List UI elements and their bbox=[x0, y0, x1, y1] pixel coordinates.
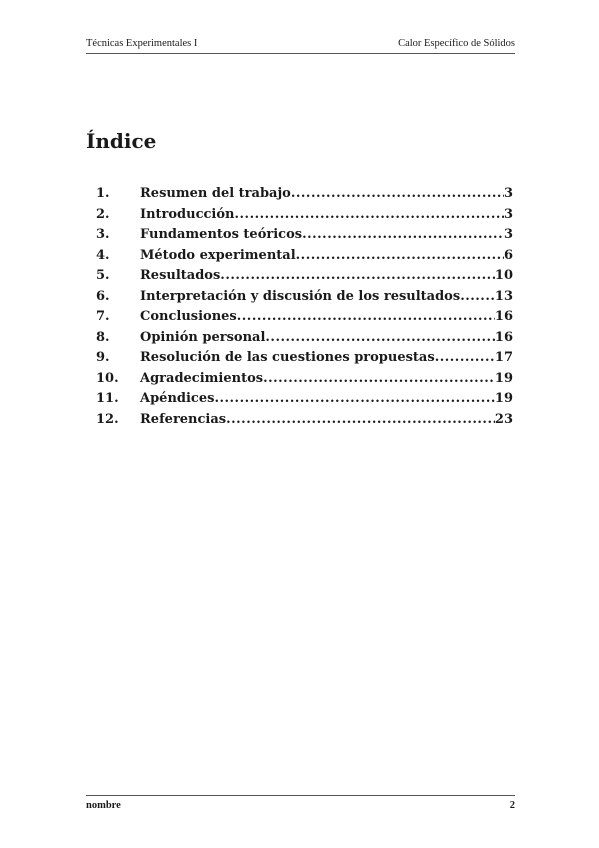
page-header bbox=[86, 37, 515, 54]
toc-entry[interactable] bbox=[96, 248, 513, 269]
toc-entry[interactable] bbox=[96, 371, 513, 392]
toc-entry-number: 7. bbox=[96, 309, 110, 324]
toc-entry[interactable] bbox=[96, 207, 513, 228]
toc-entry[interactable] bbox=[96, 186, 513, 207]
footer-author: nombre bbox=[86, 800, 121, 811]
toc-leader-dots bbox=[291, 186, 504, 201]
toc-entry[interactable] bbox=[96, 412, 513, 433]
toc-entry-label: Opinión personal bbox=[140, 329, 266, 345]
toc-entry-page: 19 bbox=[494, 391, 513, 406]
toc-leader-dots bbox=[226, 412, 495, 427]
toc-leader-dots bbox=[435, 350, 495, 365]
toc-entry[interactable] bbox=[96, 391, 513, 412]
toc-entry-page: 17 bbox=[494, 350, 513, 365]
toc-entry-label: Fundamentos teóricos bbox=[140, 227, 303, 242]
toc-entry-number: 11. bbox=[96, 391, 119, 406]
toc-entry-label: Apéndices bbox=[140, 391, 215, 406]
toc-entry-page: 10 bbox=[494, 268, 513, 283]
table-of-contents bbox=[96, 186, 513, 432]
toc-entry-page: 16 bbox=[494, 309, 513, 324]
toc-entry[interactable] bbox=[96, 289, 513, 310]
toc-entry-page: 6 bbox=[503, 247, 513, 263]
page-footer bbox=[86, 795, 515, 811]
toc-entry[interactable] bbox=[96, 330, 513, 351]
toc-entry-label: Introducción bbox=[140, 206, 235, 222]
toc-entry-number: 2. bbox=[96, 206, 110, 222]
toc-entry-number: 5. bbox=[96, 268, 110, 283]
toc-entry-number: 3. bbox=[96, 227, 110, 242]
toc-entry-label: Interpretación y discusión de los resultados bbox=[140, 288, 461, 304]
toc-entry-label: Resumen del trabajo bbox=[140, 186, 291, 201]
toc-entry-page: 13 bbox=[494, 288, 513, 304]
toc-entry-label: Conclusiones bbox=[140, 309, 237, 324]
toc-entry-page: 3 bbox=[503, 227, 513, 242]
toc-entry[interactable] bbox=[96, 350, 513, 371]
toc-entry[interactable] bbox=[96, 268, 513, 289]
toc-leader-dots bbox=[235, 207, 504, 222]
header-course-title: Técnicas Experimentales I bbox=[86, 38, 198, 49]
footer-page-number: 2 bbox=[509, 800, 515, 811]
toc-entry-page: 3 bbox=[503, 186, 513, 201]
toc-entry[interactable] bbox=[96, 227, 513, 248]
page-title: Índice bbox=[86, 129, 157, 153]
toc-leader-dots bbox=[237, 309, 495, 324]
toc-entry-label: Agradecimientos bbox=[140, 370, 264, 386]
toc-entry-label: Resolución de las cuestiones propuestas bbox=[140, 350, 435, 365]
toc-entry-number: 6. bbox=[96, 288, 110, 304]
toc-leader-dots bbox=[460, 289, 495, 304]
toc-entry-page: 16 bbox=[494, 329, 513, 345]
toc-leader-dots bbox=[265, 330, 495, 345]
toc-entry-page: 3 bbox=[503, 206, 513, 222]
toc-entry-label: Método experimental bbox=[140, 247, 296, 263]
toc-leader-dots bbox=[263, 371, 495, 386]
toc-entry-page: 19 bbox=[494, 370, 513, 386]
toc-entry-page: 23 bbox=[494, 411, 513, 427]
toc-entry-label: Referencias bbox=[140, 411, 227, 427]
toc-leader-dots bbox=[214, 391, 494, 406]
toc-leader-dots bbox=[220, 268, 495, 283]
toc-entry-number: 9. bbox=[96, 350, 110, 365]
toc-entry-number: 8. bbox=[96, 329, 110, 345]
toc-entry-number: 12. bbox=[96, 411, 119, 427]
header-document-title: Calor Específico de Sólidos bbox=[398, 38, 515, 49]
toc-entry-label: Resultados bbox=[140, 268, 221, 283]
toc-entry-number: 4. bbox=[96, 247, 110, 263]
toc-entry-number: 10. bbox=[96, 370, 119, 386]
toc-entry-number: 1. bbox=[96, 186, 110, 201]
toc-leader-dots bbox=[296, 248, 504, 263]
toc-leader-dots bbox=[302, 227, 504, 242]
toc-entry[interactable] bbox=[96, 309, 513, 330]
